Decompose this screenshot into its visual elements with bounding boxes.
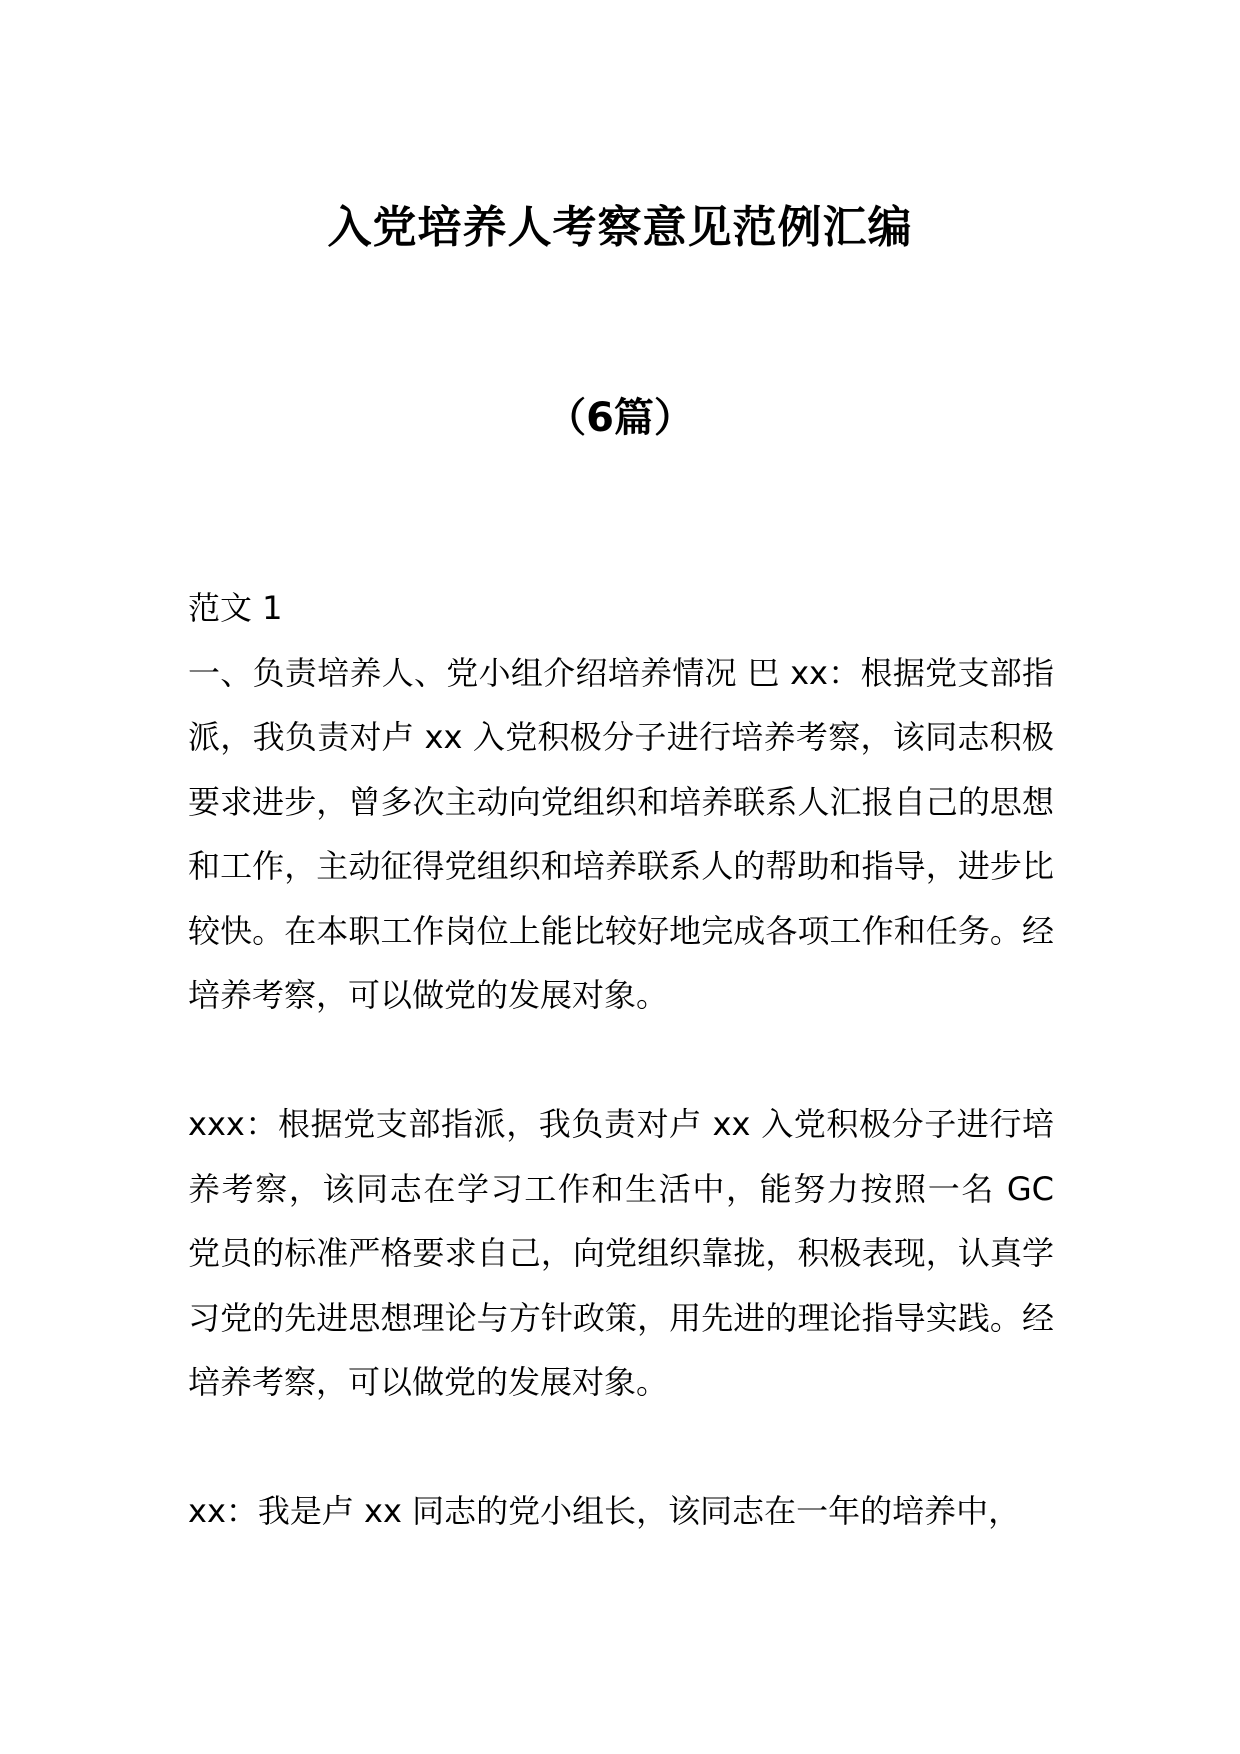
paragraph-1: 一、负责培养人、党小组介绍培养情况 巴 xx：根据党支部指派，我负责对卢 xx 入党积极分子进行培养考察，该同志积极要求进步，曾多次主动向党组织和培养联系人汇报自己的思想和工作，主动征得党组织和培养联系人的帮助和指导，进步比较快。在本职工作岗位上能比较好地完成各项工作和任务。经培养考察，可以做党的发展对象。 (188, 653, 1054, 1014)
document-body (188, 576, 1054, 1544)
paragraph-2: xxx：根据党支部指派，我负责对卢 xx 入党积极分子进行培养考察，该同志在学习工作和生活中，能努力按照一名 GC 党员的标准严格要求自己，向党组织靠拢，积极表现，认真学习党的先进思想理论与方针政策，用先进的理论指导实践。经培养考察，可以做党的发展对象。 (188, 1105, 1054, 1401)
paragraph-spacer (188, 1028, 1054, 1093)
document-title: 入党培养人考察意见范例汇编 (327, 202, 913, 253)
document-subtitle: （6篇） (546, 395, 694, 441)
section-label: 范文 1 (188, 589, 283, 627)
paragraph-spacer (188, 1415, 1054, 1480)
paragraph-3: xx：我是卢 xx 同志的党小组长，该同志在一年的培养中， (188, 1492, 1021, 1530)
